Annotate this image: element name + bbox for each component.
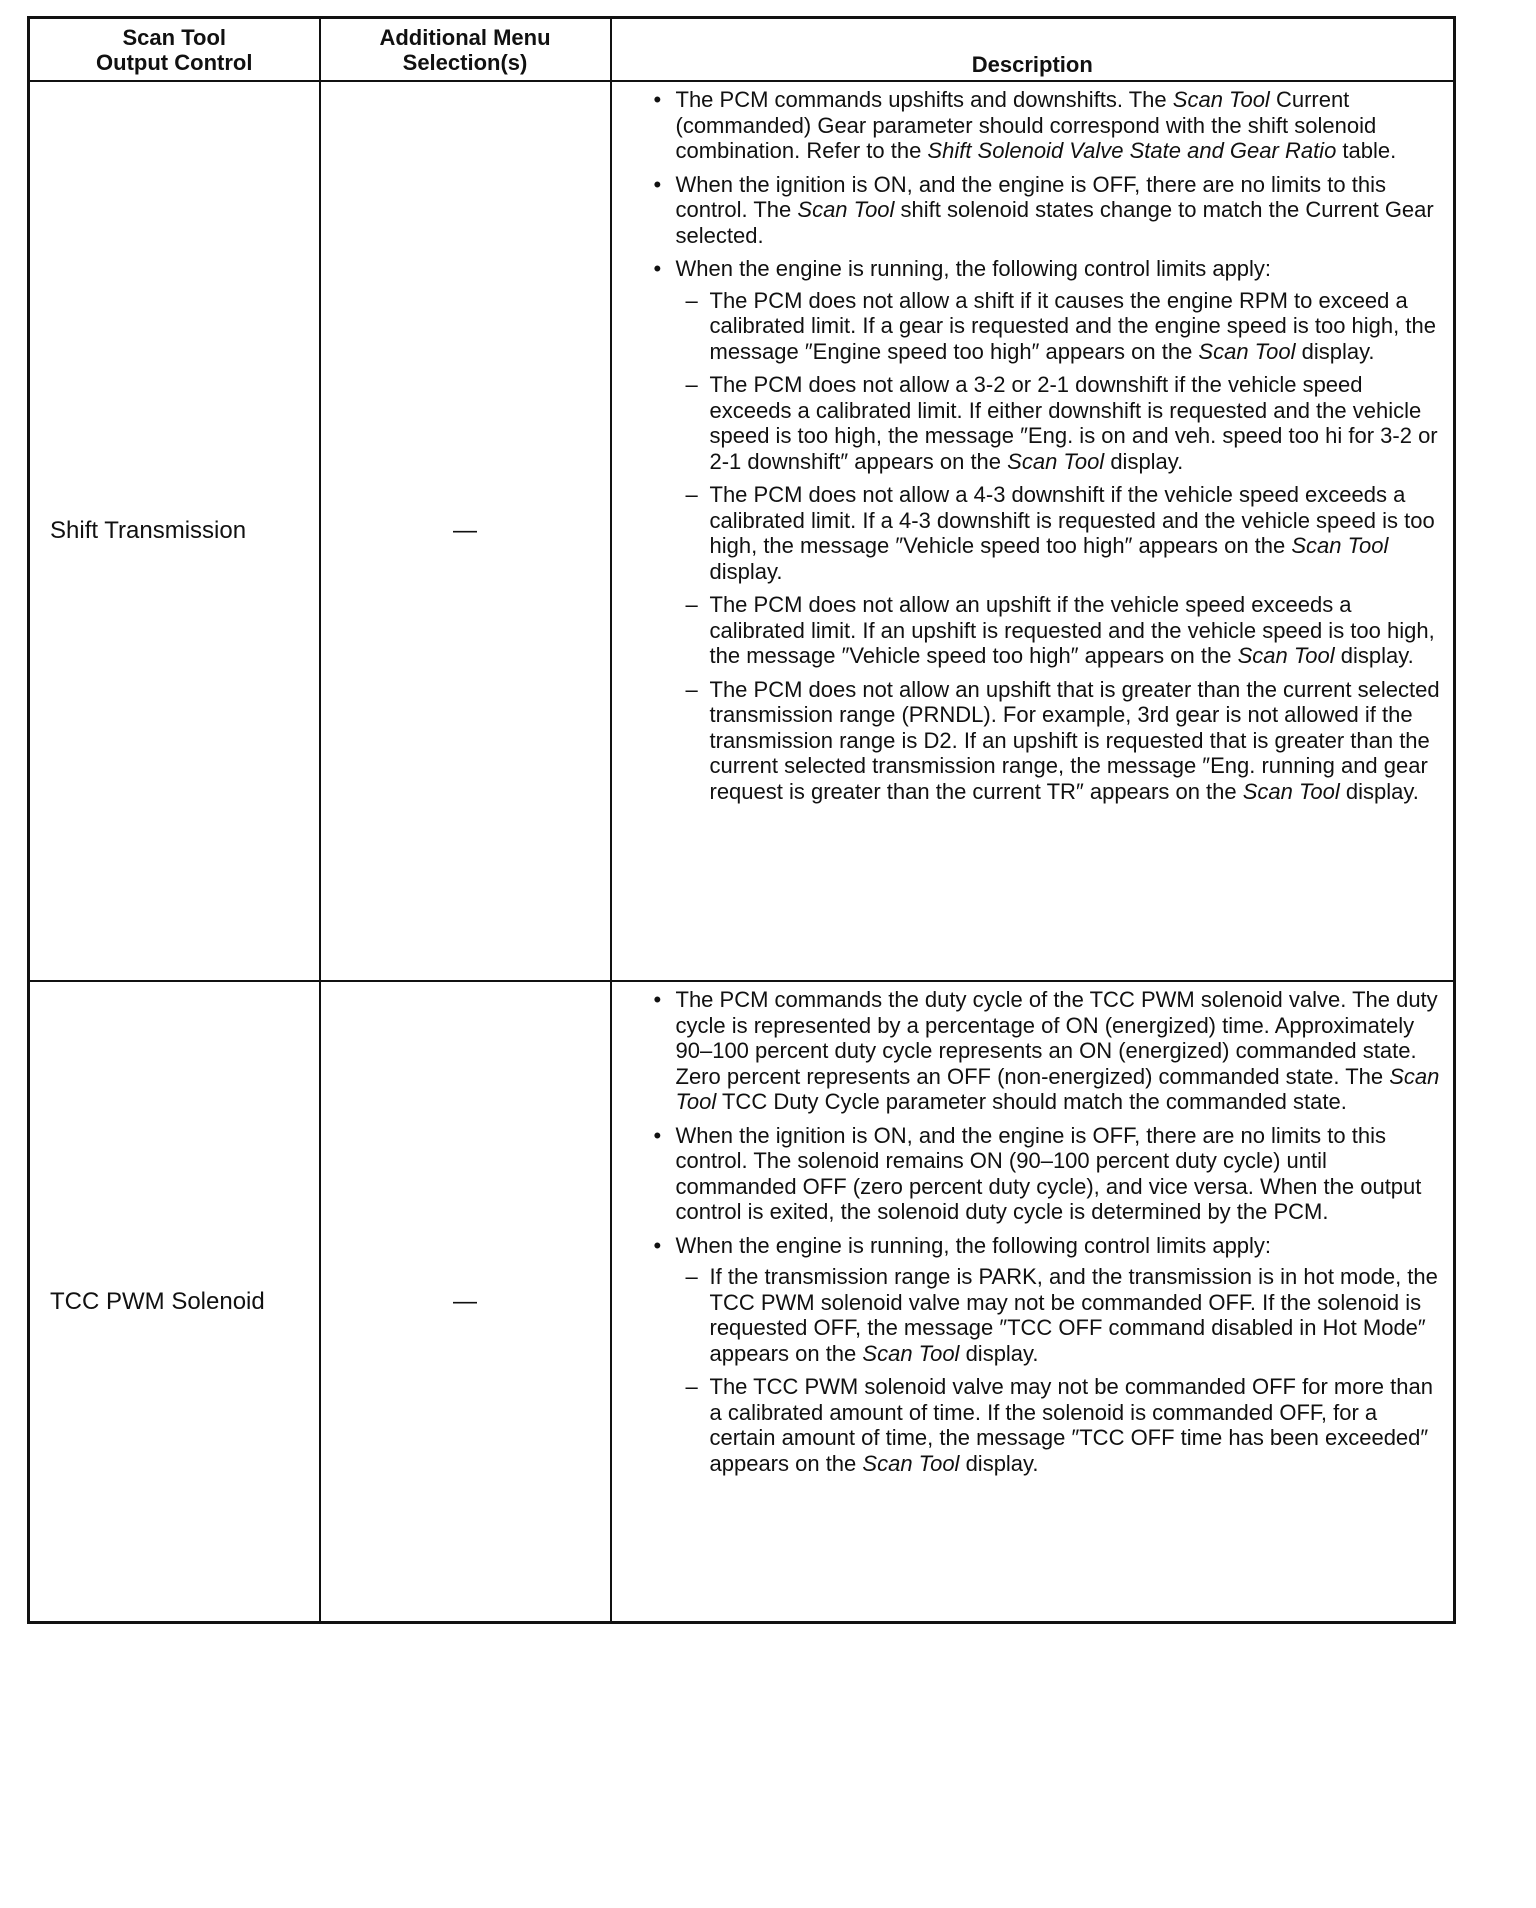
- italic-text: Scan Tool: [1007, 448, 1105, 474]
- menu-selection-cell: —: [320, 81, 611, 981]
- sub-bullet-item: [676, 677, 1442, 805]
- italic-text: Scan Tool: [862, 1340, 960, 1366]
- dash-icon: –: [685, 482, 698, 507]
- text-run: When the ignition is ON, and the engine is OFF, there are no limits to this control. The solenoid remains ON (90–100 percent duty cycle) until commanded OFF (zero percent duty cycle), and vice versa. When the output control is exited, the solenoid duty cycle is determined by the PCM.: [675, 1122, 1422, 1224]
- dash-icon: –: [685, 287, 698, 313]
- header-description: Description: [611, 18, 1455, 82]
- bullet-icon: •: [653, 987, 662, 1012]
- description-cell: [611, 81, 1455, 981]
- text-run: If the transmission range is PARK, and the transmission is in hot mode, the TCC PWM solenoid valve may not be commanded OFF. If the solenoid is requested OFF, the message ″TCC OFF command disabled in Hot Mode″ appears on the: [709, 1264, 1438, 1366]
- text-run: table.: [1336, 138, 1397, 163]
- text-run: display.: [959, 1450, 1039, 1476]
- text-run: display.: [1339, 778, 1419, 804]
- italic-text: Shift Solenoid Valve State and Gear Ratio: [927, 138, 1337, 163]
- table-row: [29, 81, 1455, 981]
- text-run: The PCM commands the duty cycle of the TCC PWM solenoid valve. The duty cycle is represented by a percentage of ON (energized) time. Approximately 90–100 percent duty cycle represents an ON (energized) commanded state. Zero percent represents an OFF (non-energized) commanded state. The: [675, 987, 1438, 1089]
- text-run: display.: [1334, 643, 1414, 668]
- bullet-icon: •: [653, 171, 662, 197]
- bullet-item: [648, 1233, 1442, 1477]
- italic-text: Scan Tool: [1198, 338, 1296, 364]
- bullet-item: [648, 87, 1442, 164]
- text-run: display.: [1104, 448, 1184, 474]
- sub-bullet-item: [676, 372, 1442, 474]
- italic-text: Scan Tool: [1237, 643, 1335, 668]
- header-col2-line2: Selection(s): [402, 49, 528, 75]
- text-run: The PCM does not allow an upshift if the vehicle speed exceeds a calibrated limit. If an upshift is requested and the vehicle speed is too high, the message ″Vehicle speed too high″ appears on the: [709, 592, 1435, 668]
- italic-text: Scan Tool: [1242, 778, 1340, 804]
- header-scan-tool-output-control: [29, 18, 320, 82]
- text-run: Current (commanded) Gear parameter should correspond with the shift solenoid combination. Refer to the: [675, 87, 1377, 163]
- bullet-icon: •: [653, 1122, 662, 1148]
- sub-bullet-item: [676, 482, 1442, 584]
- italic-text: Scan Tool: [1291, 533, 1389, 558]
- text-run: The PCM does not allow a 3-2 or 2-1 downshift if the vehicle speed exceeds a calibrated limit. If either downshift is requested and the vehicle speed is too high, the message ″Eng. is on and veh. speed too hi for 3-2 or 2-1 downshift″ appears on the: [709, 372, 1438, 474]
- italic-text: Scan Tool: [1172, 87, 1270, 112]
- bullet-icon: •: [653, 1232, 662, 1258]
- bullet-item: [648, 256, 1442, 804]
- italic-text: Scan Tool: [675, 1063, 1440, 1114]
- text-run: display.: [959, 1340, 1039, 1366]
- text-run: The PCM does not allow an upshift that is greater than the current selected transmission range (PRNDL). For example, 3rd gear is not allowed if the transmission range is D2. If an upshift is requested that is greater than the current selected transmission range, the message ″Eng. running and gear request is greater than the current TR″ appears on the: [709, 676, 1440, 804]
- sub-bullet-item: [676, 1264, 1442, 1366]
- description-cell: [611, 981, 1455, 1623]
- bullet-item: [648, 987, 1442, 1115]
- menu-selection-cell: —: [320, 981, 611, 1623]
- text-run: When the ignition is ON, and the engine is OFF, there are no limits to this control. The: [675, 171, 1386, 222]
- sub-list: [676, 1264, 1442, 1476]
- text-run: The PCM commands upshifts and downshifts. The: [675, 87, 1173, 112]
- text-run: TCC Duty Cycle parameter should match the commanded state.: [716, 1089, 1347, 1114]
- sub-bullet-item: [676, 1374, 1442, 1476]
- text-run: The TCC PWM solenoid valve may not be commanded OFF for more than a calibrated amount of time. If the solenoid is commanded OFF, for a certain amount of time, the message ″TCC OFF time has been exceeded″ appears on the: [709, 1374, 1433, 1476]
- header-col2-line1: Additional Menu: [379, 24, 551, 50]
- bullet-icon: •: [653, 256, 662, 281]
- sub-list: [676, 288, 1442, 805]
- dash-icon: –: [685, 1374, 698, 1399]
- text-run: When the engine is running, the following control limits apply:: [675, 256, 1272, 281]
- output-control-cell: TCC PWM Solenoid: [29, 981, 320, 1623]
- italic-text: Scan Tool: [862, 1450, 960, 1476]
- scan-tool-output-control-table: [27, 16, 1456, 1624]
- text-run: display.: [709, 558, 783, 584]
- bullet-icon: •: [653, 87, 662, 112]
- table-row: [29, 981, 1455, 1623]
- header-row: [29, 18, 1455, 82]
- text-run: The PCM does not allow a shift if it causes the engine RPM to exceed a calibrated limit. If a gear is requested and the engine speed is too high, the message ″Engine speed too high″ appears on the: [709, 287, 1436, 364]
- description-list: [648, 987, 1442, 1476]
- bullet-item: [648, 172, 1442, 249]
- dash-icon: –: [685, 1264, 698, 1289]
- sub-bullet-item: [676, 592, 1442, 669]
- output-control-cell: Shift Transmission: [29, 81, 320, 981]
- dash-icon: –: [685, 372, 698, 397]
- header-additional-menu-selections: [320, 18, 611, 82]
- bullet-item: [648, 1123, 1442, 1225]
- italic-text: Scan Tool: [797, 197, 895, 222]
- text-run: When the engine is running, the following control limits apply:: [675, 1232, 1272, 1258]
- description-list: [648, 87, 1442, 804]
- header-col1-line2: Output Control: [96, 49, 253, 75]
- dash-icon: –: [685, 592, 698, 617]
- text-run: The PCM does not allow a 4-3 downshift if the vehicle speed exceeds a calibrated limit. If a 4-3 downshift is requested and the vehicle speed is too high, the message ″Vehicle speed too high″ appears on the: [709, 482, 1435, 558]
- dash-icon: –: [685, 676, 698, 702]
- sub-bullet-item: [676, 288, 1442, 365]
- header-col1-line1: Scan Tool: [122, 24, 226, 50]
- text-run: display.: [1295, 338, 1375, 364]
- text-run: shift solenoid states change to match the Current Gear selected.: [675, 197, 1434, 248]
